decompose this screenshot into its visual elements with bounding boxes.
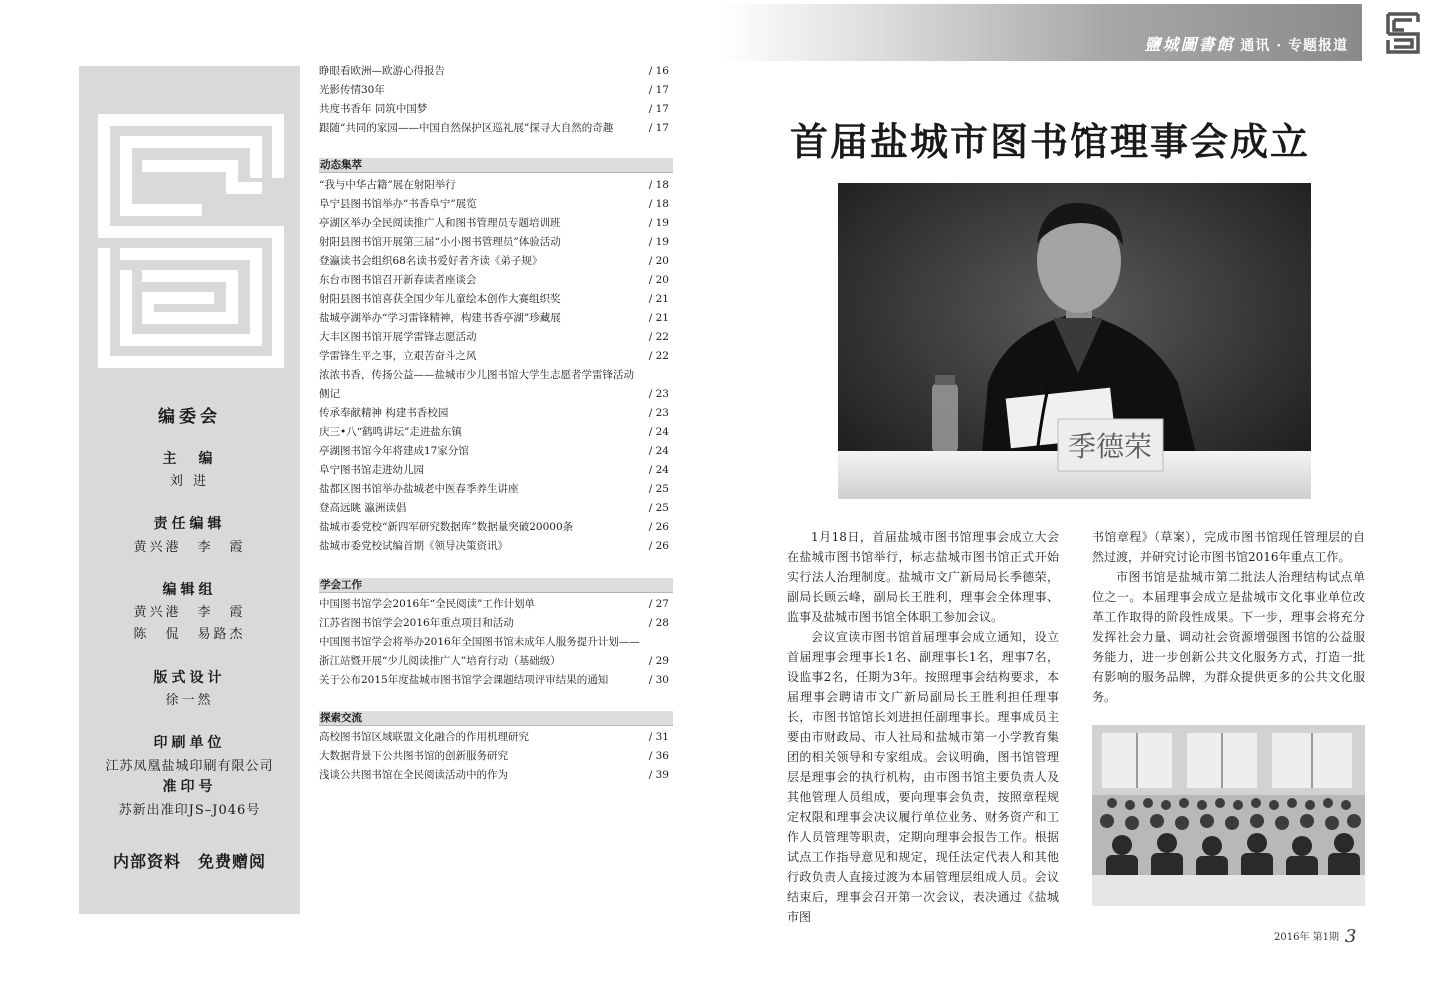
editing-group-line1: 黄兴港 李 霞 [133, 605, 246, 620]
corner-logo [1366, 4, 1440, 61]
toc-entry[interactable]: 登瀛读书会组织68名读书爱好者齐读《弟子规》 / 20 [319, 255, 669, 267]
toc-entry[interactable]: 浙江站暨开展“少儿阅读推广人”培育行动（基础级） / 29 [319, 655, 669, 667]
toc-entry[interactable]: 阜宁县图书馆举办“书香阜宁”展览 / 18 [319, 198, 669, 210]
toc-entry[interactable]: 浅谈公共图书馆在全民阅读活动中的作为 / 39 [319, 769, 669, 781]
toc-entry[interactable]: 中国图书馆学会将举办2016年全国图书馆未成年人服务提升计划—— [319, 636, 640, 648]
toc-entry[interactable]: 江苏省图书馆学会2016年重点项目和活动 / 28 [319, 617, 669, 629]
printing-unit-name: 江苏凤凰盐城印刷有限公司 [105, 759, 274, 774]
toc-entry[interactable]: 大丰区图书馆开展学雷锋志愿活动 / 22 [319, 331, 669, 343]
toc-entry[interactable]: 射阳县图书馆开展第三届“小小图书管理员”体验活动 / 19 [319, 236, 669, 248]
toc-entry[interactable]: 侧记 / 23 [319, 388, 669, 400]
print-permit-number: 苏新出准印JS–J046号 [118, 803, 261, 818]
article-paragraph-2: 会议宣读市图书馆首届理事会成立通知，设立首届理事会理事长1名、副理事长1名，理事7名，设监事2名，任期为3年。按照理事会结构要求，本届理事会聘请市文广新局副局长王胜利担任理事长，市图书馆馆长刘进担任副理事长。理事成员主要由市财政局、市人社局和盐城市第一小学教育集团的相关领导和专家组成。会议明确，图书馆管理层是理事会的执行机构，由市图书馆主要负责人及其他管理人员组成，要向理事会负责，按照章程规定权限和理事会决议履行单位业务、财务资产和工作人员管理等职责，定期向理事会报告工作。根据试点工作指导意见和规定，现任法定代表人和其他行政负责人直接过渡为本届管理层组成人员。会议结束后，理事会召开第一次会议，表决通过《盐城市图 [787, 630, 1059, 924]
responsible-editor-names: 黄兴港 李 霞 [133, 540, 246, 555]
layout-designer-name: 徐一然 [165, 693, 214, 708]
toc-entry[interactable]: 庆三•八“鹤鸣讲坛”走进盐东镇 / 24 [319, 426, 669, 438]
toc-entry[interactable]: 浓浓书香，传扬公益——盐城市少儿图书馆大学生志愿者学雷锋活动 [319, 369, 634, 381]
article-paragraph-2-cont: 书馆章程》（草案），完成市图书馆现任管理层的自然过渡，并研究讨论市图书馆2016年重点工作。 [1092, 530, 1365, 564]
toc-section-news: 动态集萃 [319, 158, 673, 173]
toc-entry[interactable]: 传承奉献精神 构建书香校园 / 23 [319, 407, 669, 419]
section-name: 通讯 · 专题报道 [1240, 38, 1348, 54]
print-permit-label: 准印号 [162, 779, 217, 795]
editorial-panel [79, 66, 300, 914]
page-footer [1274, 926, 1356, 947]
page-header-band [720, 4, 1362, 61]
toc-entry[interactable]: 学雷锋生平之事，立艰苦奋斗之风 / 22 [319, 350, 669, 362]
meeting-audience-photo [1092, 725, 1365, 906]
toc-entry[interactable]: 共度书香年 同筑中国梦 / 17 [319, 103, 669, 115]
article-column-left [787, 527, 1059, 927]
chief-editor-label: 主 编 [162, 451, 217, 467]
editing-group-line2: 陈 侃 易路杰 [133, 627, 246, 642]
toc-entry[interactable]: 射阳县图书馆喜获全国少年儿童绘本创作大赛组织奖 / 21 [319, 293, 669, 305]
toc-entry[interactable]: 登高远眺 瀛洲读倡 / 25 [319, 502, 669, 514]
toc-entry[interactable]: 阜宁图书馆走进幼儿园 / 24 [319, 464, 669, 476]
toc-section-society: 学会工作 [319, 578, 673, 593]
toc-entry[interactable]: 东台市图书馆召开新春读者座谈会 / 20 [319, 274, 669, 286]
article-column-right [1092, 527, 1365, 707]
library-logo-icon [96, 112, 286, 370]
nameplate-text: 季德荣 [1067, 430, 1153, 463]
toc-section-research: 探索交流 [319, 711, 673, 726]
editorial-board-title: 编委会 [158, 407, 221, 427]
toc-entry[interactable]: 高校图书馆区域联盟文化融合的作用机理研究 / 31 [319, 731, 669, 743]
toc-entry[interactable]: “我与中华古籍”展在射阳举行 / 18 [319, 179, 669, 191]
editing-group-label: 编辑组 [162, 582, 217, 598]
article-paragraph-1: 1月18日，首届盐城市图书馆理事会成立大会在盐城市图书馆举行，标志盐城市图书馆正式开始实行法人治理制度。盐城市文广新局局长季德荣，副局长顾云峰，副局长王胜利，理事会全体理事、监事及盐城市图书馆全体职工参加会议。 [787, 530, 1059, 624]
toc-entry[interactable]: 盐城市委党校“新四军研究数据库”数据量突破20000条 / 26 [319, 521, 669, 533]
toc-entry[interactable]: 跟随“共同的家园——中国自然保护区巡礼展”探寻大自然的奇趣 / 17 [319, 122, 669, 134]
page-number: 3 [1345, 926, 1357, 947]
toc-entry[interactable]: 盐都区图书馆举办盐城老中医春季养生讲座 / 25 [319, 483, 669, 495]
toc-entry[interactable]: 盐城市委党校试编首期《领导决策资讯》 / 26 [319, 540, 669, 552]
library-logo-small-icon [1366, 4, 1440, 61]
article-paragraph-3: 市图书馆是盐城市第二批法人治理结构试点单位之一。本届理事会成立是盐城市文化事业单位改革工作取得的阶段性成果。下一步，理事会将充分发挥社会力量、调动社会资源增强图书馆的公益服务能力，进一步创新公共文化服务方式，打造一批有影响的服务品牌，为群众提供更多的公共文化服务。 [1092, 570, 1365, 704]
toc-entry[interactable]: 关于公布2015年度盐城市图书馆学会课题结项评审结果的通知 / 30 [319, 674, 669, 686]
free-distribution-note: 内部资料 免费赠阅 [112, 852, 266, 871]
speaker-photo [838, 183, 1311, 499]
speaker-photo-image [838, 183, 1311, 499]
header-title [1144, 32, 1348, 55]
responsible-editor-label: 责任编辑 [153, 516, 226, 532]
toc-entry[interactable]: 光影传情30年 / 17 [319, 84, 669, 96]
toc-entry[interactable]: 大数据背景下公共图书馆的创新服务研究 / 36 [319, 750, 669, 762]
toc-entry[interactable]: 睁眼看欧洲—欧游心得报告 / 16 [319, 65, 669, 77]
issue-label: 2016年 第1期 [1274, 932, 1339, 943]
article-headline: 首届盐城市图书馆理事会成立 [790, 120, 1311, 164]
chief-editor-name: 刘 进 [169, 474, 210, 489]
meeting-audience-image [1092, 725, 1365, 906]
toc-entry[interactable]: 亭湖区举办全民阅读推广人和图书管理员专题培训班 / 19 [319, 217, 669, 229]
layout-design-label: 版式设计 [153, 670, 226, 686]
toc-entry[interactable]: 盐城亭湖举办“学习雷锋精神，构建书香亭湖”珍藏展 / 21 [319, 312, 669, 324]
toc-entry[interactable]: 中国图书馆学会2016年“全民阅读”工作计划单 / 27 [319, 598, 669, 610]
library-name: 鹽城圖書館 [1144, 35, 1235, 54]
printing-unit-label: 印刷单位 [153, 735, 226, 751]
toc-entry[interactable]: 亭湖图书馆今年将建成17家分馆 / 24 [319, 445, 669, 457]
